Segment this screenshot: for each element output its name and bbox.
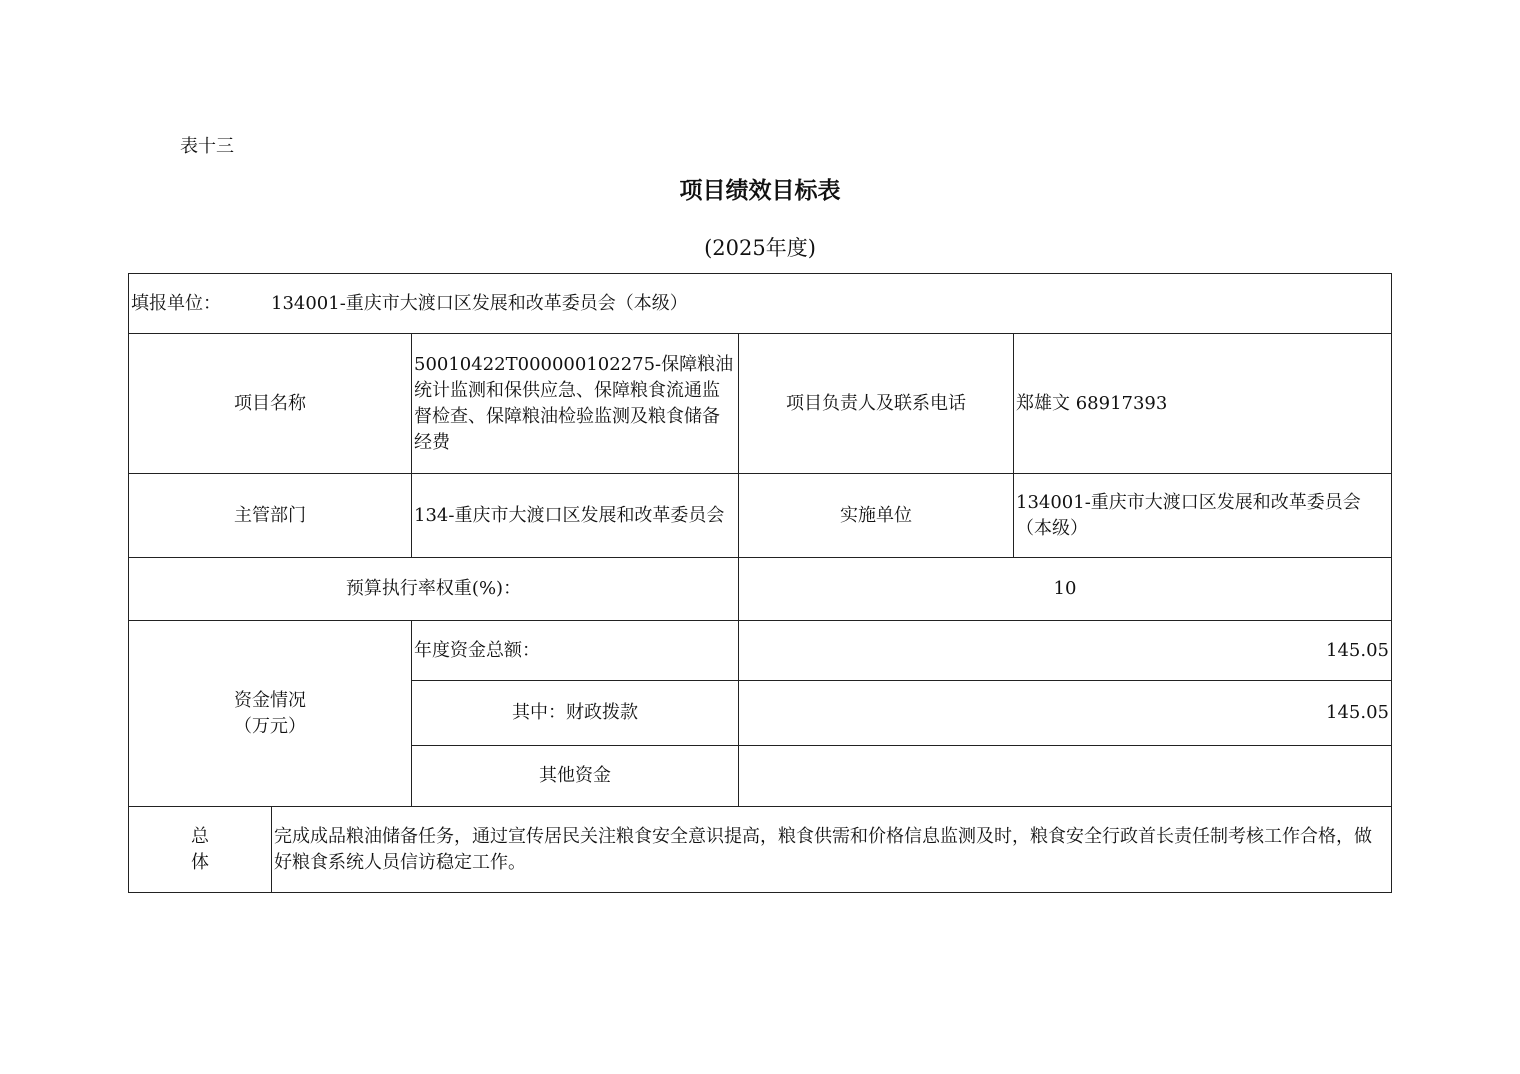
funds-label-line2: （万元） bbox=[234, 715, 306, 737]
department-label: 主管部门 bbox=[129, 474, 412, 558]
project-name-row bbox=[129, 334, 1392, 474]
other-funds-value bbox=[739, 746, 1392, 807]
department-value: 134-重庆市大渡口区发展和改革委员会 bbox=[412, 474, 739, 558]
reporting-unit-cell bbox=[129, 274, 1392, 334]
budget-weight-value: 10 bbox=[739, 558, 1392, 621]
page-subtitle: (2025年度) bbox=[704, 236, 816, 260]
overall-target-value: 完成成品粮油储备任务，通过宣传居民关注粮食安全意识提高，粮食供需和价格信息监测及时，粮食安全行政首长责任制考核工作合格，做好粮食系统人员信访稳定工作。 bbox=[272, 807, 1392, 893]
fiscal-value: 145.05 bbox=[739, 681, 1392, 746]
annual-total-row bbox=[129, 621, 1392, 681]
annual-total-value: 145.05 bbox=[739, 621, 1392, 681]
overall-label-line2: 体 bbox=[191, 851, 209, 873]
project-name-label: 项目名称 bbox=[129, 334, 412, 474]
performance-target-table bbox=[128, 273, 1392, 893]
project-leader-label: 项目负责人及联系电话 bbox=[739, 334, 1014, 474]
funds-label-line1: 资金情况 bbox=[234, 689, 306, 711]
department-row bbox=[129, 474, 1392, 558]
overall-label-line1: 总 bbox=[191, 825, 209, 847]
fiscal-label: 其中：财政拨款 bbox=[412, 681, 739, 746]
reporting-unit-label: 填报单位： bbox=[131, 292, 221, 314]
budget-weight-row bbox=[129, 558, 1392, 621]
table-number: 表十三 bbox=[180, 136, 234, 157]
reporting-unit-value: 134001-重庆市大渡口区发展和改革委员会（本级） bbox=[271, 292, 688, 314]
funds-label bbox=[129, 621, 412, 807]
reporting-unit-row bbox=[129, 274, 1392, 334]
page-title: 项目绩效目标表 bbox=[679, 177, 841, 204]
project-leader-value: 郑雄文 68917393 bbox=[1014, 334, 1392, 474]
project-name-value: 50010422T000000102275-保障粮油统计监测和保供应急、保障粮食流通监督检查、保障粮油检验监测及粮食储备经费 bbox=[412, 334, 739, 474]
overall-target-row bbox=[129, 807, 1392, 893]
annual-total-label: 年度资金总额： bbox=[412, 621, 739, 681]
budget-weight-label: 预算执行率权重(%)： bbox=[129, 558, 739, 621]
other-funds-label: 其他资金 bbox=[412, 746, 739, 807]
overall-target-label bbox=[129, 807, 272, 893]
implementing-unit-label: 实施单位 bbox=[739, 474, 1014, 558]
implementing-unit-value: 134001-重庆市大渡口区发展和改革委员会（本级） bbox=[1014, 474, 1392, 558]
